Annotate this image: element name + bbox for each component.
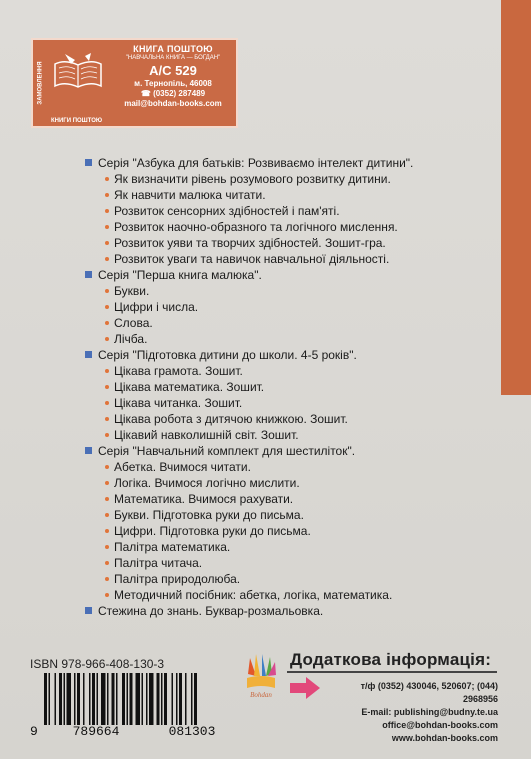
list-item: Розвиток уваги та навичок навчальної діяльності. [84, 251, 504, 267]
series-title: Серія "Азбука для батьків: Розвиваємо інтелект дитини". [84, 155, 504, 171]
barcode-digit-prefix: 9 [30, 724, 38, 739]
barcode-bar [77, 673, 80, 725]
list-item: Цікава робота з дитячою книжкою. Зошит. [84, 411, 504, 427]
barcode-bar [92, 673, 95, 725]
barcode-bar [136, 673, 141, 725]
barcode-bar [142, 673, 144, 725]
barcode-bar [74, 673, 76, 725]
barcode-bar [44, 673, 47, 725]
barcode-bar [157, 673, 160, 725]
barcode-bar [101, 673, 106, 725]
contact-website: www.bohdan-books.com [391, 733, 498, 743]
catalog-list [84, 155, 504, 619]
barcode-digits-right: 081303 [168, 724, 216, 739]
series-title: Серія "Навчальний комплект для шестиліток". [84, 443, 504, 459]
list-item: Цікава математика. Зошит. [84, 379, 504, 395]
contact-office-email: office@bohdan-books.com [382, 720, 498, 730]
contact-info [328, 680, 498, 745]
list-item: Цікава грамота. Зошит. [84, 363, 504, 379]
stamp-city: м. Тернопіль, 46008 [134, 79, 212, 88]
barcode-bar [161, 673, 163, 725]
barcode-bar [49, 673, 51, 725]
list-item: Палітра читача. [84, 555, 504, 571]
arrow-icon [290, 677, 320, 699]
list-item: Розвиток наочно-образного та логічного мислення. [84, 219, 504, 235]
publisher-logo [244, 652, 278, 702]
series-title: Серія "Підготовка дитини до школи. 4-5 років". [84, 347, 504, 363]
stamp-title: КНИГА ПОШТОЮ [133, 44, 213, 54]
barcode-digits [30, 724, 240, 739]
info-divider [287, 671, 497, 673]
series-title: Стежина до знань. Буквар-розмальовка. [84, 603, 504, 619]
barcode-bar [191, 673, 193, 725]
stamp-box: А/С 529 [149, 63, 197, 78]
barcode-bar [97, 673, 99, 725]
stamp-phone: ☎ (0352) 287489 [140, 89, 206, 98]
mail-order-stamp [31, 38, 238, 128]
contact-phone: т/ф (0352) 430046, 520607; (044) 2968956 [360, 681, 498, 704]
list-item: Палітра природолюба. [84, 571, 504, 587]
series-title: Серія "Перша книга малюка". [84, 267, 504, 283]
list-item: Слова. [84, 315, 504, 331]
open-book-icon [51, 50, 105, 96]
barcode-bar [55, 673, 57, 725]
list-item: Логіка. Вчимося логічно мислити. [84, 475, 504, 491]
barcode-bar [64, 673, 66, 725]
barcode-bar [149, 673, 154, 725]
list-item: Розвиток уяви та творчих здібностей. Зошит-гра. [84, 235, 504, 251]
barcode-bar [176, 673, 178, 725]
orange-edge-strip [501, 0, 531, 395]
list-item: Цифри і числа. [84, 299, 504, 315]
barcode-bar [112, 673, 115, 725]
barcode-bar [164, 673, 167, 725]
list-item: Абетка. Вчимося читати. [84, 459, 504, 475]
list-item: Букви. [84, 283, 504, 299]
barcode-bar [122, 673, 125, 725]
stamp-vertical-label: ЗАМОВЛЕННЯ [38, 61, 45, 105]
list-item: Цифри. Підготовка руки до письма. [84, 523, 504, 539]
list-item: Букви. Підготовка руки до письма. [84, 507, 504, 523]
list-item: Лічба. [84, 331, 504, 347]
list-item: Математика. Вчимося рахувати. [84, 491, 504, 507]
barcode-bar [185, 673, 187, 725]
barcode-bar [172, 673, 174, 725]
list-item: Як визначити рівень розумового розвитку дитини. [84, 171, 504, 187]
list-item: Цікавий навколишній світ. Зошит. [84, 427, 504, 443]
stamp-under-label: КНИГИ ПОШТОЮ [51, 118, 103, 124]
barcode-bar [194, 673, 197, 725]
barcode-bar [116, 673, 118, 725]
list-item: Розвиток сенсорних здібностей і пам'яті. [84, 203, 504, 219]
list-item: Як навчити малюка читати. [84, 187, 504, 203]
barcode-bar [107, 673, 109, 725]
barcode-bar [59, 673, 62, 725]
info-title: Додаткова інформація: [290, 650, 492, 669]
barcode-bar [127, 673, 129, 725]
list-item: Палітра математика. [84, 539, 504, 555]
list-item: Цікава читанка. Зошит. [84, 395, 504, 411]
barcode-bar [130, 673, 133, 725]
barcode [30, 673, 240, 725]
logo-text: Bohdan [250, 691, 272, 699]
contact-email: E-mail: publishing@budny.te.ua [361, 707, 498, 717]
stamp-email: mail@bohdan-books.com [124, 99, 222, 108]
barcode-bar [67, 673, 72, 725]
stamp-subtitle: "НАВЧАЛЬНА КНИГА — БОГДАН" [125, 55, 221, 61]
barcode-bar [83, 673, 85, 725]
barcode-digits-left: 789664 [72, 724, 120, 739]
isbn-number: ISBN 978-966-408-130-3 [30, 657, 165, 671]
barcode-bar [179, 673, 182, 725]
list-item: Методичний посібник: абетка, логіка, математика. [84, 587, 504, 603]
barcode-bar [89, 673, 91, 725]
barcode-bar [146, 673, 148, 725]
